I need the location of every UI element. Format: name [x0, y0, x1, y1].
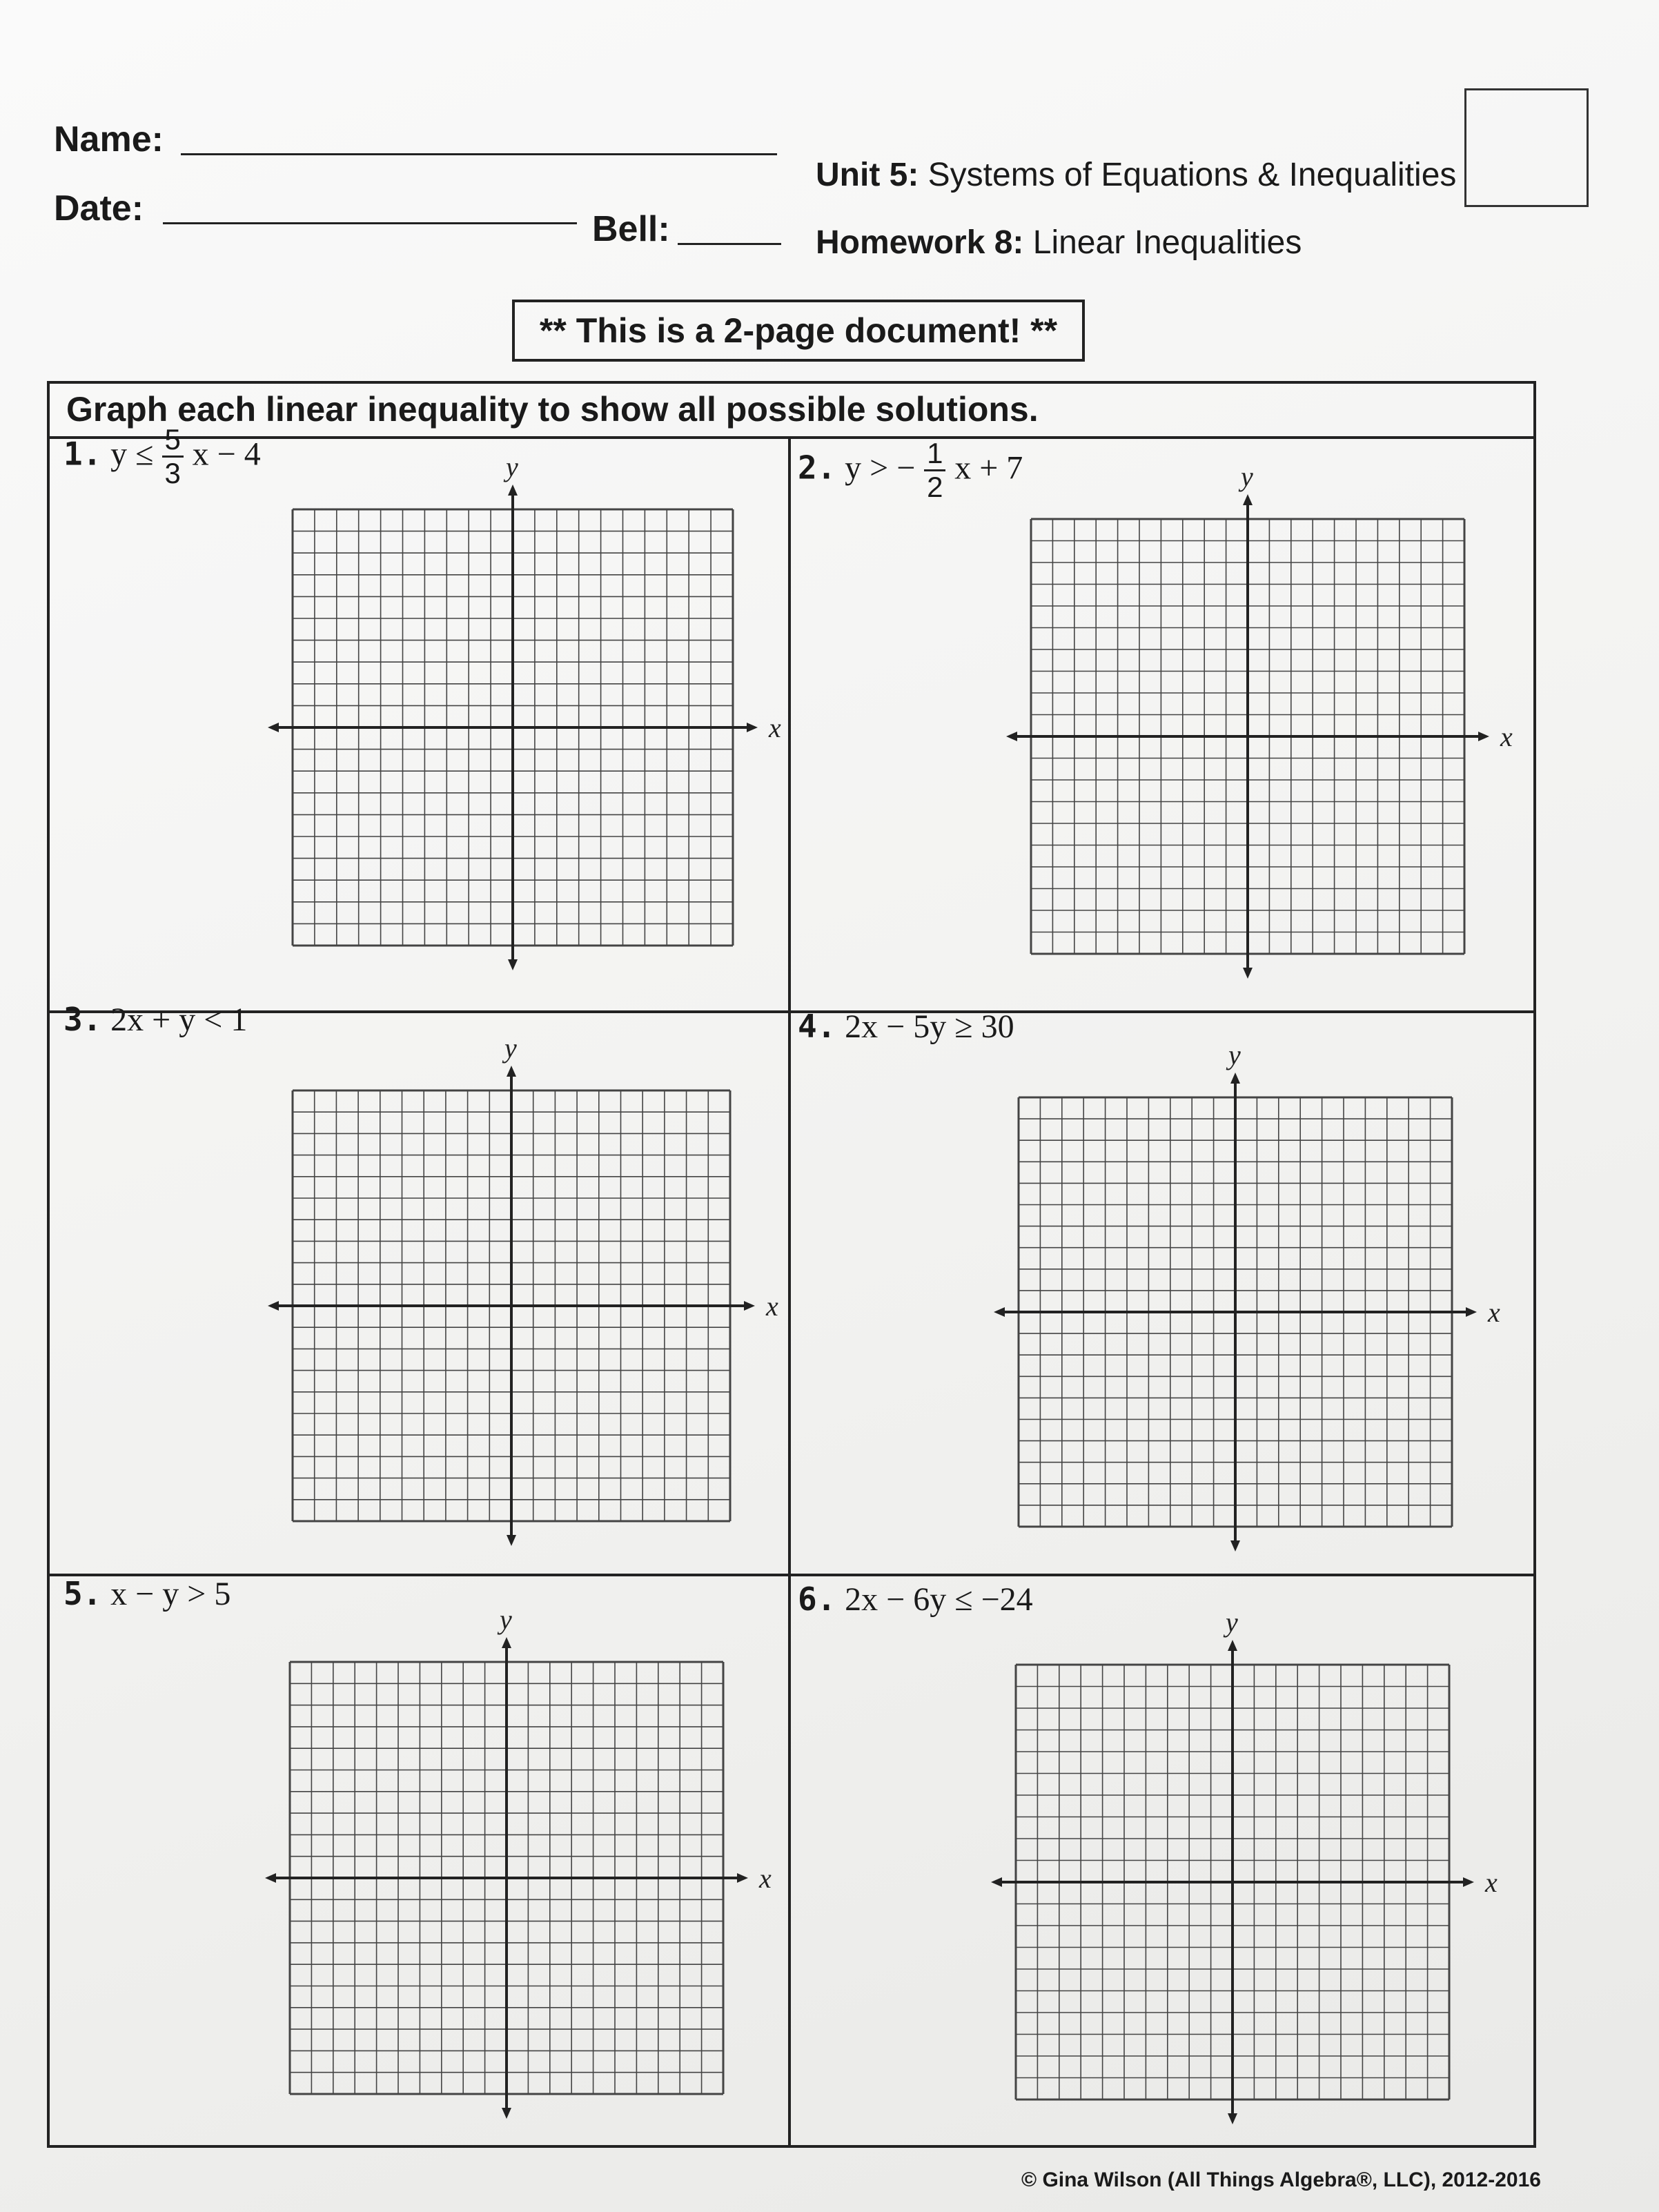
graph-1[interactable]: [268, 451, 781, 970]
bell-label: Bell:: [592, 209, 670, 249]
x-axis-arrow-left: [1006, 732, 1017, 741]
x-axis-arrow-right: [1466, 1307, 1477, 1317]
homework-number: Homework 8:: [816, 224, 1024, 261]
y-axis-label: y: [504, 1032, 517, 1064]
homework-name: Linear Inequalities: [1023, 224, 1302, 261]
x-axis-arrow-right: [744, 1301, 755, 1311]
y-axis-label: y: [506, 451, 518, 482]
problem-1-number: 1.: [63, 435, 102, 473]
y-axis-arrow-down: [1230, 1540, 1240, 1552]
x-axis-arrow-left: [268, 1301, 279, 1311]
date-label: Date:: [54, 188, 144, 228]
x-axis-label: x: [1500, 721, 1513, 752]
x-axis-label: x: [769, 712, 781, 743]
problem-1-lhs: y ≤: [110, 435, 162, 473]
graph-6[interactable]: [991, 1607, 1498, 2124]
graph-2[interactable]: [1006, 461, 1513, 979]
instructions: Graph each linear inequality to show all possible solutions.: [50, 384, 1533, 439]
x-axis-label: x: [759, 1863, 772, 1894]
problem-3-equation: 2x + y < 1: [110, 1001, 248, 1038]
y-axis-arrow-down: [507, 1535, 516, 1546]
y-axis-arrow-down: [1228, 2113, 1237, 2124]
y-axis-arrow-up: [507, 1066, 516, 1077]
problem-6-equation: 2x − 6y ≤ −24: [845, 1581, 1033, 1618]
problem-4-number: 4.: [798, 1008, 836, 1045]
problem-2-denominator: 2: [927, 471, 943, 503]
problem-6-number: 6.: [798, 1580, 836, 1618]
problem-1-denominator: 3: [164, 457, 181, 489]
problem-1-rhs: x − 4: [192, 435, 261, 473]
y-axis-arrow-up: [1228, 1640, 1237, 1651]
graph-4[interactable]: [994, 1039, 1500, 1552]
unit-number: Unit 5:: [816, 157, 919, 193]
problem-2-number: 2.: [798, 449, 836, 487]
two-page-banner: ** This is a 2-page document! **: [512, 300, 1085, 362]
x-axis-arrow-left: [994, 1307, 1005, 1317]
y-axis-arrow-up: [1230, 1073, 1240, 1084]
problem-4-equation: 2x − 5y ≥ 30: [845, 1008, 1014, 1045]
problem-2-lhs: y > −: [845, 449, 916, 487]
problem-3-number: 3.: [63, 1001, 102, 1038]
graph-3[interactable]: [268, 1032, 778, 1546]
problem-1-numerator: 5: [162, 424, 184, 458]
x-axis-arrow-left: [991, 1877, 1002, 1887]
x-axis-arrow-left: [265, 1873, 276, 1883]
x-axis-arrow-left: [268, 723, 279, 732]
x-axis-arrow-right: [1478, 732, 1489, 741]
y-axis-arrow-down: [502, 2108, 511, 2119]
y-axis-arrow-up: [508, 485, 518, 496]
x-axis-arrow-right: [747, 723, 758, 732]
name-label: Name:: [54, 119, 164, 159]
y-axis-label: y: [1228, 1039, 1241, 1070]
copyright-footer: © Gina Wilson (All Things Algebra®, LLC), 2012-2016: [1021, 2169, 1541, 2191]
graph-5[interactable]: [265, 1604, 772, 2119]
y-axis-arrow-up: [502, 1637, 511, 1648]
problem-2-rhs: x + 7: [954, 449, 1023, 487]
problem-5-equation: x − y > 5: [110, 1576, 231, 1612]
y-axis-arrow-up: [1243, 494, 1253, 505]
x-axis-label: x: [1488, 1297, 1500, 1328]
y-axis-arrow-down: [508, 959, 518, 970]
y-axis-label: y: [500, 1604, 512, 1635]
y-axis-label: y: [1226, 1607, 1238, 1638]
problem-2-numerator: 1: [924, 438, 945, 471]
unit-name: Systems of Equations & Inequalities: [919, 157, 1457, 193]
y-axis-arrow-down: [1243, 968, 1253, 979]
x-axis-arrow-right: [737, 1873, 748, 1883]
x-axis-label: x: [1485, 1867, 1498, 1898]
y-axis-label: y: [1241, 461, 1253, 492]
x-axis-arrow-right: [1463, 1877, 1474, 1887]
problem-5-number: 5.: [63, 1575, 102, 1612]
x-axis-label: x: [766, 1291, 778, 1322]
